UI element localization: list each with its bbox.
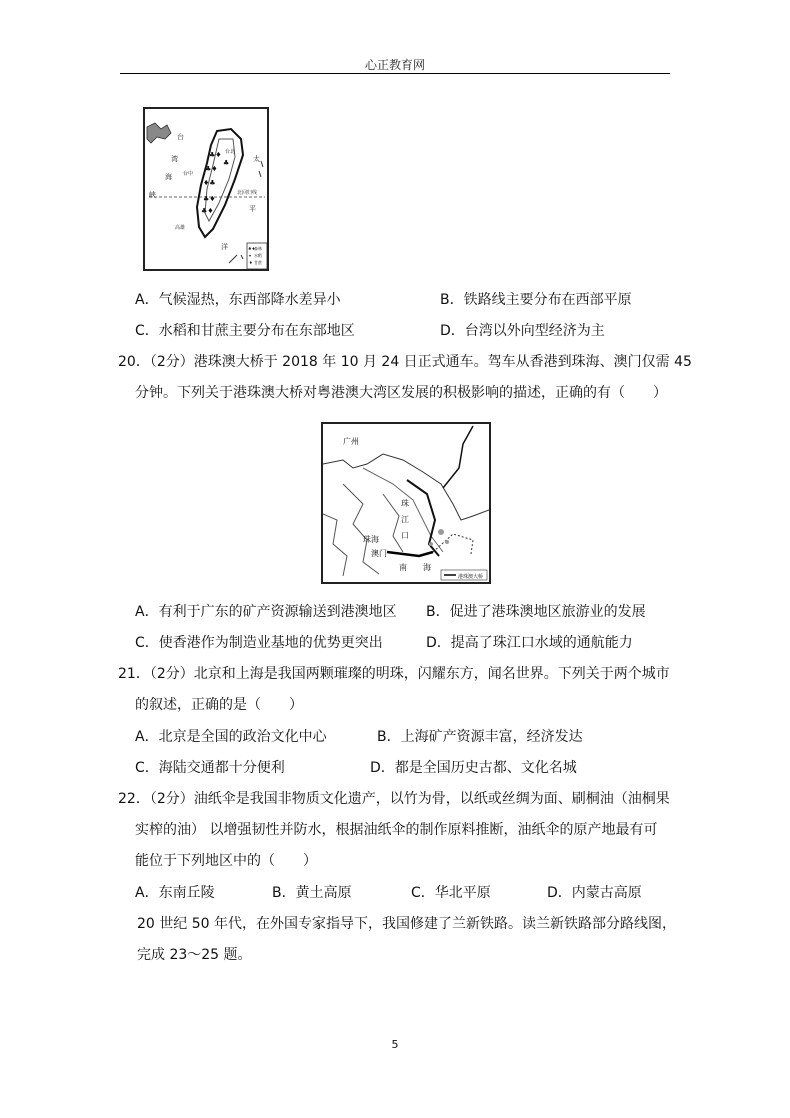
q22-option-c: C．华北平原 bbox=[411, 885, 491, 901]
label-kou: 口 bbox=[401, 531, 409, 540]
label-hai: 海 bbox=[165, 173, 172, 181]
svg-text:♣♦: ♣♦ bbox=[209, 151, 222, 159]
label-nan: 南 bbox=[399, 563, 407, 572]
page-number: 5 bbox=[391, 1038, 399, 1051]
svg-text:♣♦: ♣♦ bbox=[205, 165, 218, 173]
q20-stem-line-2: 分钟。下列关于港珠澳大桥对粤港澳大湾区发展的积极影响的描述，正确的有（ ） bbox=[135, 385, 667, 401]
label-zhu: 珠 bbox=[401, 499, 409, 508]
taiwan-map bbox=[143, 107, 269, 271]
q20-option-d: D．提高了珠江口水域的通航能力 bbox=[426, 635, 633, 651]
q19-option-d: D．台湾以外向型经济为主 bbox=[440, 323, 605, 339]
label-sea: 海 bbox=[423, 563, 431, 572]
pearl-river-delta-map bbox=[321, 422, 491, 584]
svg-text:♣: ♣ bbox=[223, 159, 230, 167]
legend-bridge: 港珠澳大桥 bbox=[458, 574, 484, 580]
legend-forest: 森林 bbox=[254, 246, 262, 251]
label-kaohsiung: 高雄 bbox=[175, 225, 186, 231]
label-tai2: 太 bbox=[253, 155, 260, 163]
legend-rice: 水稻 bbox=[254, 253, 262, 258]
label-xia: 峡 bbox=[149, 191, 156, 199]
q22-stem-line-1: 22．（2分）油纸伞是我国非物质文化遗产，以竹为骨，以纸或丝绸为面、刷桐油（油桐果 bbox=[118, 791, 670, 807]
header-rule bbox=[120, 73, 670, 74]
q22-option-d: D．内蒙古高原 bbox=[547, 885, 642, 901]
label-tropic: 北回归线 bbox=[237, 190, 258, 196]
label-guangzhou: 广州 bbox=[343, 437, 359, 446]
label-city2: 台中 bbox=[183, 171, 194, 177]
q20-option-a: A．有利于广东的矿产资源输送到港澳地区 bbox=[135, 604, 397, 620]
label-jiang: 江 bbox=[401, 515, 409, 524]
label-macau: 澳门 bbox=[371, 549, 387, 558]
intro-line-1: 20 世纪 50 年代，在外国专家指导下，我国修建了兰新铁路。读兰新铁路部分路线图， bbox=[137, 916, 676, 932]
svg-text:♣♦: ♣♦ bbox=[248, 246, 256, 251]
label-yang: 洋 bbox=[221, 243, 228, 251]
q21-stem-line-1: 21．（2分）北京和上海是我国两颗璀璨的明珠，闪耀东方，闻名世界。下列关于两个城市 bbox=[118, 666, 670, 682]
q22-option-a: A．东南丘陵 bbox=[135, 885, 215, 901]
svg-text:♦: ♦ bbox=[249, 260, 253, 265]
q21-option-d: D．都是全国历史古都、文化名城 bbox=[370, 760, 577, 776]
legend-sugarcane: 甘蔗 bbox=[254, 260, 262, 265]
q19-option-b: B．铁路线主要分布在西部平原 bbox=[440, 292, 632, 308]
label-ping: 平 bbox=[249, 205, 256, 213]
svg-text:♣♦: ♣♦ bbox=[201, 207, 214, 215]
q19-option-a: A．气候湿热，东西部降水差异小 bbox=[135, 292, 341, 308]
label-tai: 台 bbox=[177, 133, 184, 141]
label-city1: 台北 bbox=[225, 149, 236, 155]
q21-option-a: A．北京是全国的政治文化中心 bbox=[135, 729, 327, 745]
svg-text:▾: ▾ bbox=[249, 253, 252, 258]
q21-stem-line-2: 的叙述，正确的是（ ） bbox=[135, 697, 303, 713]
q22-stem-line-3: 能位于下列地区中的（ ） bbox=[135, 853, 317, 869]
page-header: 心正教育网 bbox=[364, 58, 425, 72]
q20-stem-line-1: 20．（2分）港珠澳大桥于 2018 年 10 月 24 日正式通车。驾车从香港到珠海、澳门仅需 45 bbox=[118, 354, 692, 370]
label-zhuhai: 珠海 bbox=[363, 535, 379, 544]
svg-text:♦♣: ♦♣ bbox=[203, 179, 216, 187]
intro-line-2: 完成 23～25 题。 bbox=[137, 947, 252, 963]
q20-option-c: C．使香港作为制造业基地的优势更突出 bbox=[135, 635, 383, 651]
q22-option-b: B．黄土高原 bbox=[272, 885, 352, 901]
q22-stem-line-2: 实榨的油） 以增强韧性并防水，根据油纸伞的制作原料推断，油纸伞的原产地最有可 bbox=[135, 822, 658, 838]
q21-option-b: B．上海矿产资源丰富，经济发达 bbox=[377, 729, 583, 745]
q21-option-c: C．海陆交通都十分便利 bbox=[135, 760, 285, 776]
svg-text:♣♦: ♣♦ bbox=[203, 195, 216, 203]
q20-option-b: B．促进了港珠澳地区旅游业的发展 bbox=[426, 604, 646, 620]
label-wan: 湾 bbox=[171, 155, 178, 163]
q19-option-c: C．水稻和甘蔗主要分布在东部地区 bbox=[135, 323, 355, 339]
